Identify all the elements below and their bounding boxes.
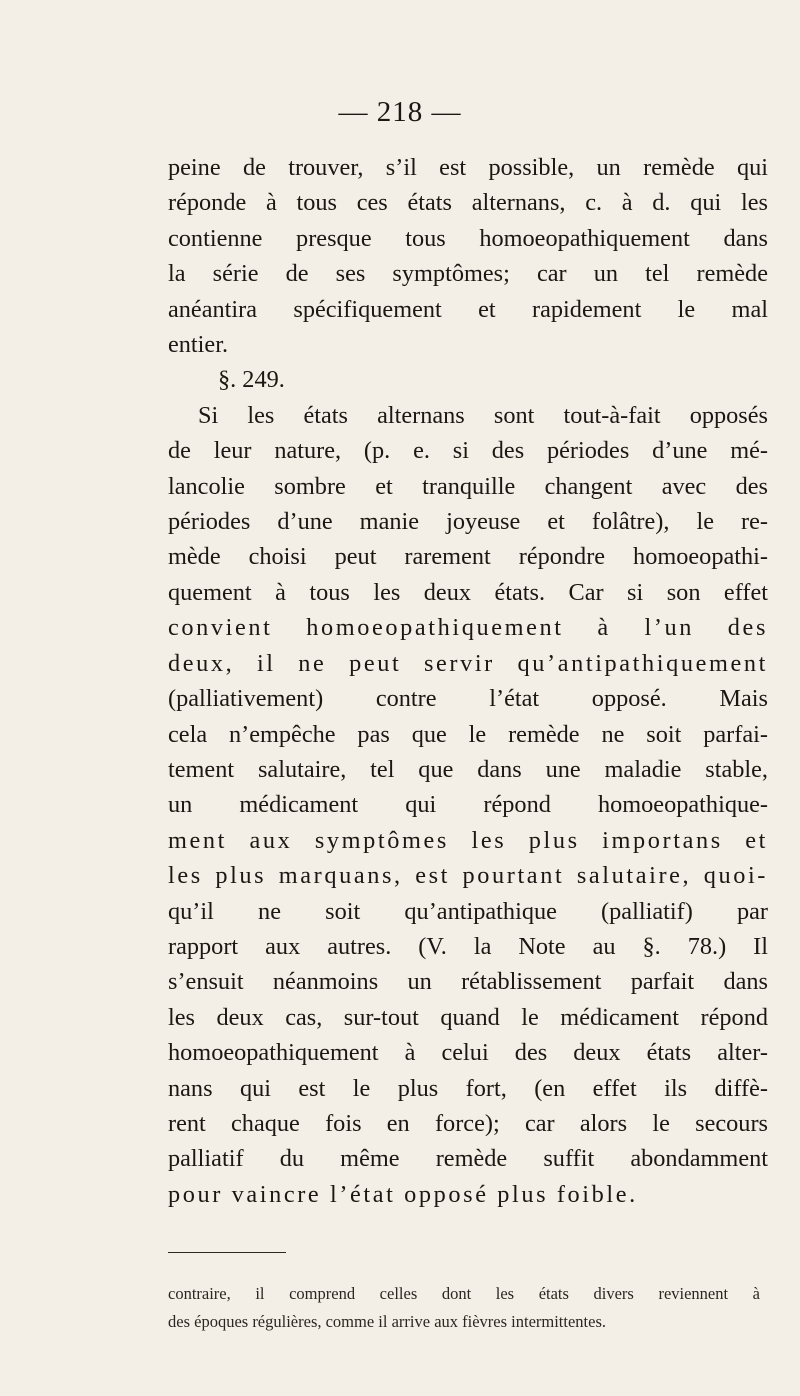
text-line: nans qui est le plus fort, (en effet ils diffè- bbox=[168, 1074, 768, 1102]
footnote-divider bbox=[168, 1252, 286, 1253]
text-line: palliatif du même remède suffit abondamment bbox=[168, 1145, 768, 1173]
text-line: quement à tous les deux états. Car si son effet bbox=[168, 578, 768, 606]
text-line: les deux cas, sur-tout quand le médicament répond bbox=[168, 1003, 768, 1031]
text-line: rent chaque fois en force); car alors le secours bbox=[168, 1109, 768, 1137]
text-line: homoeopathiquement à celui des deux états alter- bbox=[168, 1039, 768, 1067]
text-line: un médicament qui répond homoeopathique- bbox=[168, 791, 768, 819]
text-line: s’ensuit néanmoins un rétablissement parfait dans bbox=[168, 968, 768, 996]
text-line: peine de trouver, s’il est possible, un remède qui bbox=[168, 154, 768, 181]
text-line: deux, il ne peut servir qu’antipathiquement bbox=[168, 649, 768, 677]
text-line: les plus marquans, est pourtant salutaire, quoi- bbox=[168, 862, 768, 890]
text-line: cela n’empêche pas que le remède ne soit parfai- bbox=[168, 720, 768, 748]
text-line: lancolie sombre et tranquille changent avec des bbox=[168, 472, 768, 500]
text-line: entier. bbox=[168, 331, 229, 359]
text-line: ment aux symptômes les plus importans et bbox=[168, 826, 768, 854]
text-line: mède choisi peut rarement répondre homoeopathi- bbox=[168, 543, 768, 571]
text-line: convient homoeopathiquement à l’un des bbox=[168, 614, 768, 642]
text-line: anéantira spécifiquement et rapidement le mal bbox=[168, 295, 768, 323]
text-line: réponde à tous ces états alternans, c. à d. qui les bbox=[168, 189, 768, 217]
text-line: rapport aux autres. (V. la Note au §. 78.) Il bbox=[168, 932, 768, 960]
text-line: de leur nature, (p. e. si des périodes d’une mé- bbox=[168, 437, 768, 465]
footnote-line: des époques régulières, comme il arrive aux fièvres intermittentes. bbox=[168, 1312, 607, 1331]
body-text bbox=[168, 150, 768, 1212]
text-line: pour vaincre l’état opposé plus foible. bbox=[168, 1180, 638, 1208]
page-number: — 218 — bbox=[338, 96, 462, 128]
text-line: (palliativement) contre l’état opposé. Mais bbox=[168, 685, 768, 713]
section-heading: §. 249. bbox=[218, 366, 285, 394]
text-line: Si les états alternans sont tout-à-fait opposés bbox=[198, 401, 768, 429]
text-line: tement salutaire, tel que dans une maladie stable, bbox=[168, 755, 768, 783]
text-line: la série de ses symptômes; car un tel remède bbox=[168, 260, 768, 288]
text-line: contienne presque tous homoeopathiquement dans bbox=[168, 224, 768, 252]
text-line: périodes d’une manie joyeuse et folâtre), le re- bbox=[168, 508, 768, 536]
footnote bbox=[168, 1280, 760, 1336]
text-line: qu’il ne soit qu’antipathique (palliatif) par bbox=[168, 897, 768, 925]
footnote-line: contraire, il comprend celles dont les états divers reviennent à bbox=[168, 1284, 760, 1303]
